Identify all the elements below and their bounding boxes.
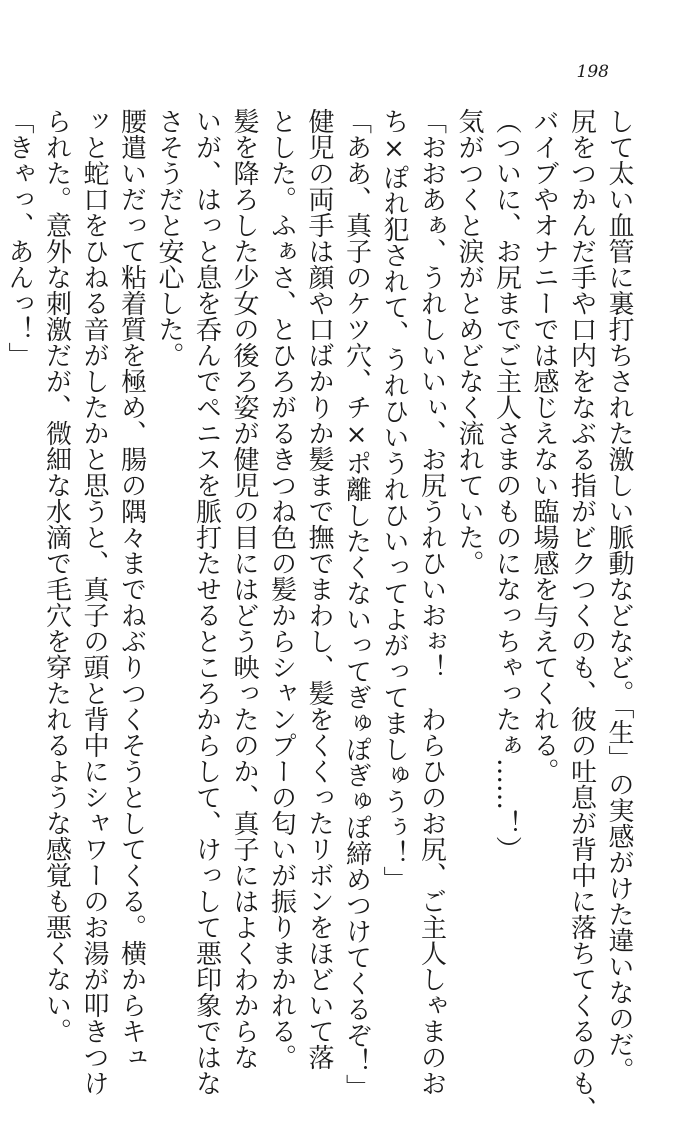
vertical-text-body xyxy=(4,108,637,1122)
text-line: 「ああ、真子のケツ穴、チ×ポ離したくないってぎゅぽぎゅぽ締めつけてくるぞ！」 xyxy=(341,108,372,1100)
text-line: （ついに、お尻までご主人さまのものになっちゃったぁ……！） xyxy=(491,108,522,862)
text-line: 腰遣いだって粘着質を極め、腸の隅々までねぶりつくそうとしてくる。横からキュ xyxy=(116,108,147,1070)
text-line: られた。意外な刺激だが、微細な水滴で毛穴を穿たれるような感覚も悪くない。 xyxy=(41,108,72,1044)
text-line: して太い血管に裏打ちされた激しい脈動などなど。「生」の実感がけた違いなのだ。 xyxy=(604,108,634,1083)
text-line: バイブやオナニーでは感じえない臨場感を与えてくれる。 xyxy=(529,108,559,784)
text-line: 健児の両手は顔や口ばかりか髪まで撫でまわし、髪をくくったリボンをほどいて落 xyxy=(304,108,334,1070)
text-line: 「おおあぁ、うれしいいぃ、お尻うれひいおぉ！ わらひのお尻、ご主人しゃまのお xyxy=(416,108,447,1096)
text-line: ッと蛇口をひねる音がしたかと思うと、真子の頭と背中にシャワーのお湯が叩きつけ xyxy=(79,108,109,1096)
text-line: 気がつくと涙がとめどなく流れていた。 xyxy=(454,108,484,576)
page-number: 198 xyxy=(576,62,609,82)
text-line: いが、はっと息を呑んでペニスを脈打たせるところからして、けっして悪印象ではな xyxy=(191,108,222,1096)
text-line: 髪を降ろした少女の後ろ姿が健児の目にはどう映ったのか、真子にはよくわからな xyxy=(229,108,259,1070)
text-line: 尻をつかんだ手や口内をなぶる指がビクつくのも、彼の吐息が背中に落ちてくるのも、 xyxy=(566,108,597,1122)
text-line: さそうだと安心した。 xyxy=(154,108,184,368)
text-line: 「きゃっ、あんっ！」 xyxy=(4,108,34,368)
text-line: とした。ふぁさ、とひろがるきつね色の髪からシャンプーの匂いが振りまかれる。 xyxy=(266,108,297,1070)
text-line: ち×ぽれ犯されて、うれひいうれひいってよがってましゅうぅ！」 xyxy=(379,108,409,892)
